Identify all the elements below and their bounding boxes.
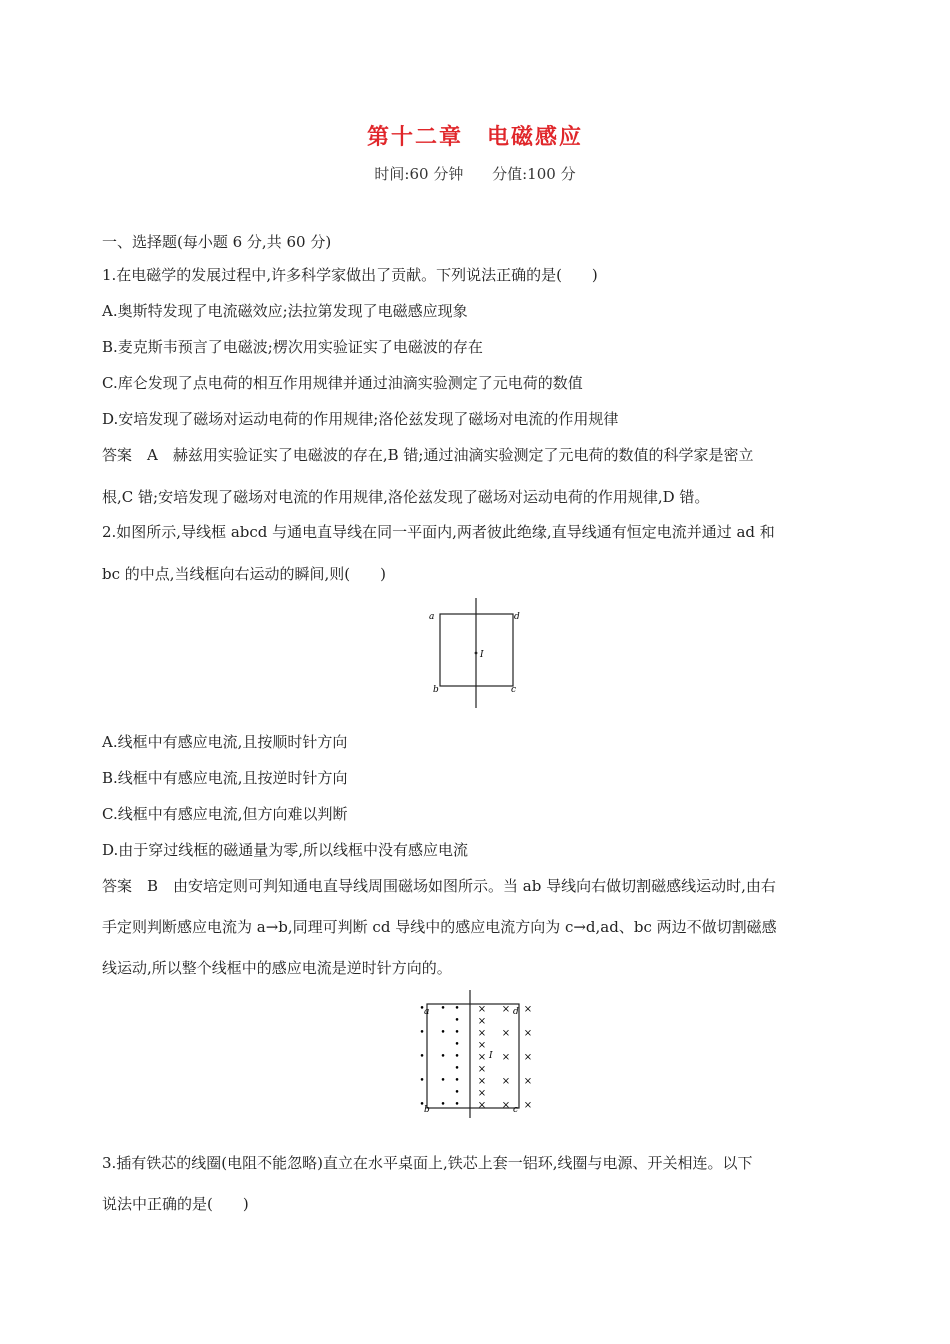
field-dot: • (440, 1100, 446, 1110)
q1-answer-line-1: 答案 A 赫兹用实验证实了电磁波的存在,B 错;通过油滴实验测定了元电荷的数值的科学家是密立 (102, 446, 754, 464)
wire-midpoint-dot (475, 652, 478, 655)
field-cross: × (501, 1004, 511, 1015)
field-dot: • (454, 1088, 460, 1098)
field-dot: • (419, 1028, 425, 1038)
q2-answer-line-2: 手定则判断感应电流为 a→b,同理可判断 cd 导线中的感应电流方向为 c→d,ad、bc 两边不做切割磁感 (102, 918, 777, 936)
field-dot: • (454, 1076, 460, 1086)
q3-stem-line-1: 3.插有铁芯的线圈(电阻不能忽略)直立在水平桌面上,铁芯上套一铝环,线圈与电源、开关相连。以下 (102, 1154, 753, 1172)
field-dot: • (454, 1052, 460, 1062)
q2-option-b: B.线框中有感应电流,且按逆时针方向 (102, 769, 348, 787)
field-cross: × (477, 1040, 487, 1051)
q1-option-b: B.麦克斯韦预言了电磁波;楞次用实验证实了电磁波的存在 (102, 338, 483, 356)
q1-option-d: D.安培发现了磁场对运动电荷的作用规律;洛伦兹发现了磁场对电流的作用规律 (102, 410, 619, 428)
field-cross: × (501, 1028, 511, 1039)
field-cross: × (523, 1100, 533, 1111)
q2-stem-line-1: 2.如图所示,导线框 abcd 与通电直导线在同一平面内,两者彼此绝缘,直导线通有恒定电流并通过 ad 和 (102, 523, 775, 541)
field-cross: × (477, 1076, 487, 1087)
field-cross: × (477, 1064, 487, 1075)
exam-info (0, 163, 950, 184)
label-current: I (480, 650, 484, 660)
field-dot: • (454, 1004, 460, 1014)
label-a: a (429, 612, 435, 622)
field-dot: • (454, 1100, 460, 1110)
field-dot: • (419, 1076, 425, 1086)
field-dot: • (440, 1004, 446, 1014)
q2-figure-loop-wire (425, 596, 525, 712)
field-dot: • (440, 1052, 446, 1062)
q2-option-c: C.线框中有感应电流,但方向难以判断 (102, 805, 348, 823)
field-dot: • (419, 1100, 425, 1110)
label-current: I (489, 1051, 493, 1061)
label-c: c (511, 685, 517, 695)
field-cross: × (501, 1100, 511, 1111)
field-cross: × (501, 1076, 511, 1087)
field-dot: • (440, 1028, 446, 1038)
q3-stem-line-2: 说法中正确的是( ) (102, 1195, 249, 1213)
field-dot: • (419, 1052, 425, 1062)
field-dot: • (419, 1004, 425, 1014)
q2-stem-line-2: bc 的中点,当线框向右运动的瞬间,则( ) (102, 565, 387, 583)
field-cross: × (477, 1052, 487, 1063)
q1-option-c: C.库仑发现了点电荷的相互作用规律并通过油滴实验测定了元电荷的数值 (102, 374, 583, 392)
label-d: d (513, 1007, 519, 1017)
field-cross: × (523, 1052, 533, 1063)
field-cross: × (501, 1052, 511, 1063)
label-b: b (424, 1105, 430, 1115)
q2-answer-line-3: 线运动,所以整个线框中的感应电流是逆时针方向的。 (102, 959, 452, 977)
q1-stem: 1.在电磁学的发展过程中,许多科学家做出了贡献。下列说法正确的是( ) (102, 266, 598, 284)
section-heading: 一、选择题(每小题 6 分,共 60 分) (102, 233, 332, 251)
q2-option-a: A.线框中有感应电流,且按顺时针方向 (102, 733, 348, 751)
q2-figure-field (410, 990, 540, 1118)
field-cross: × (477, 1088, 487, 1099)
field-dot: • (454, 1040, 460, 1050)
field-dot: • (454, 1016, 460, 1026)
q1-option-a: A.奥斯特发现了电流磁效应;法拉第发现了电磁感应现象 (102, 302, 468, 320)
label-a: a (424, 1007, 430, 1017)
label-b: b (433, 685, 439, 695)
field-cross: × (477, 1004, 487, 1015)
q2-answer-line-1: 答案 B 由安培定则可判知通电直导线周围磁场如图所示。当 ab 导线向右做切割磁感线运动时,由右 (102, 877, 776, 895)
q2-option-d: D.由于穿过线框的磁通量为零,所以线框中没有感应电流 (102, 841, 469, 859)
field-cross: × (523, 1004, 533, 1015)
field-cross: × (523, 1028, 533, 1039)
field-dot: • (440, 1076, 446, 1086)
q1-answer-line-2: 根,C 错;安培发现了磁场对电流的作用规律,洛伦兹发现了磁场对运动电荷的作用规律,D 错。 (102, 488, 710, 506)
chapter-title: 第十二章 电磁感应 (366, 125, 583, 150)
field-cross: × (477, 1016, 487, 1027)
field-dot: • (454, 1064, 460, 1074)
label-d: d (514, 612, 520, 622)
field-dot: • (454, 1028, 460, 1038)
total-score: 分值:100 分 (492, 165, 576, 183)
field-cross: × (477, 1028, 487, 1039)
field-cross: × (477, 1100, 487, 1111)
field-cross: × (523, 1076, 533, 1087)
time-limit: 时间:60 分钟 (374, 165, 464, 183)
label-c: c (513, 1105, 519, 1115)
